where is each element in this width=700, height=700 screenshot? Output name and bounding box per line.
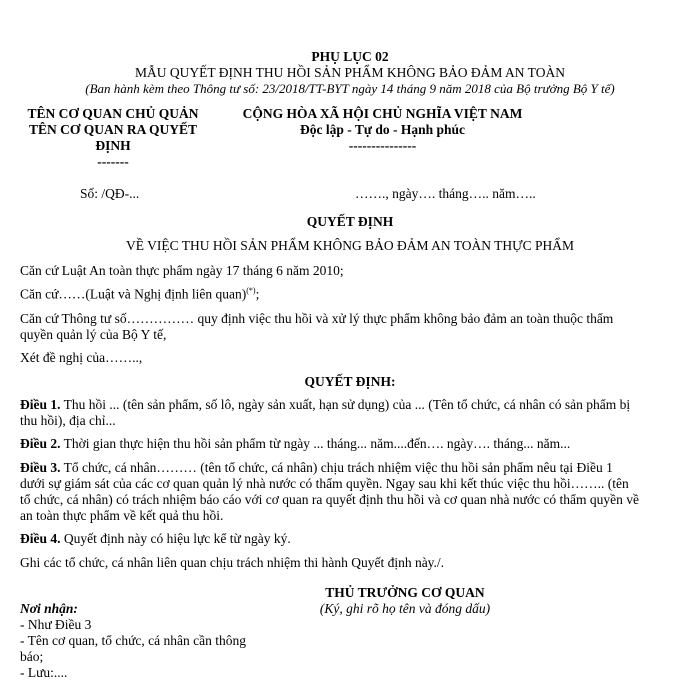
- article-3: Điều 3. Tổ chức, cá nhân……… (tên tổ chức, cá nhân) chịu trách nhiệm việc thu hồi sản phẩm nêu tại Điều 1: [20, 460, 613, 475]
- template-title: MẪU QUYẾT ĐỊNH THU HỒI SẢN PHẨM KHÔNG BẢO ĐẢM AN TOÀN: [135, 65, 565, 80]
- proposal-line: Xét đề nghị của……..,: [20, 350, 143, 365]
- article-3-line3: tổ chức, cá nhân) có trách nhiệm báo cáo với cơ quan ra quyết định thu hồi và cơ quan nhà nước có thẩm quyền về: [20, 492, 639, 507]
- decision-number: Số: /QĐ-...: [80, 186, 140, 201]
- basis-food-safety-law: Căn cứ Luật An toàn thực phẩm ngày 17 tháng 6 năm 2010;: [20, 263, 344, 278]
- decision-title: QUYẾT ĐỊNH: [306, 214, 394, 229]
- basis-related-law: Căn cứ……(Luật và Nghị định liên quan)(*);: [20, 286, 260, 302]
- article-3-line2: dưới sự giám sát của các cơ quan quản lý nhà nước có thẩm quyền. Ngay sau khi kết thúc việc thu hồi…….. (tên: [20, 476, 629, 491]
- left-separator: -------: [97, 154, 129, 169]
- issuing-agency-name-cont: ĐỊNH: [95, 138, 131, 153]
- article-2: Điều 2. Thời gian thực hiện thu hồi sản phẩm từ ngày ... tháng... năm....đến…. ngày…. tháng... năm...: [20, 436, 571, 451]
- closing-line: Ghi các tổ chức, cá nhân liên quan chịu trách nhiệm thi hành Quyết định này./.: [20, 555, 445, 570]
- appendix-label: PHỤ LỤC 02: [311, 49, 389, 64]
- signature-title: THỦ TRƯỞNG CƠ QUAN: [325, 585, 485, 600]
- article-1: Điều 1. Thu hồi ... (tên sản phẩm, số lô, ngày sản xuất, hạn sử dụng) của ... (Tên tổ chức, cá nhân có sản phẩm bị: [20, 397, 631, 412]
- basis-circular: Căn cứ Thông tư số…………… quy định việc thu hồi và xử lý thực phẩm không bảo đảm an toàn thuộc thẩm: [20, 311, 614, 326]
- decides-heading: QUYẾT ĐỊNH:: [304, 374, 396, 389]
- date-line: ……., ngày…. tháng….. năm…..: [355, 186, 536, 201]
- recipient-item-2-cont: báo;: [20, 649, 44, 664]
- basis-circular-cont: quyền quản lý của Bộ Y tế,: [20, 327, 167, 342]
- recipient-item-3: - Lưu:....: [20, 665, 68, 680]
- recipient-item-2: - Tên cơ quan, tổ chức, cá nhân cần thông: [20, 633, 246, 648]
- article-1-cont: thu hồi), địa chỉ...: [20, 413, 116, 428]
- national-motto: Độc lập - Tự do - Hạnh phúc: [299, 122, 466, 137]
- issued-with-note: (Ban hành kèm theo Thông tư số: 23/2018/TT-BYT ngày 14 tháng 9 năm 2018 của Bộ trưởng Bộ Y tế): [85, 81, 615, 96]
- right-separator: ---------------: [348, 138, 417, 153]
- governing-agency-name: TÊN CƠ QUAN CHỦ QUẢN: [27, 106, 199, 121]
- article-4: Điều 4. Quyết định này có hiệu lực kể từ ngày ký.: [20, 531, 291, 546]
- decision-subject: VỀ VIỆC THU HỒI SẢN PHẨM KHÔNG BẢO ĐẢM AN TOÀN THỰC PHẨM: [125, 238, 574, 253]
- recipient-item-1: - Như Điều 3: [20, 617, 92, 632]
- issuing-agency-name: TÊN CƠ QUAN RA QUYẾT: [28, 122, 198, 137]
- article-3-line4: an toàn thực phẩm về kết quả thu hồi.: [20, 508, 224, 523]
- recipients-heading: Nơi nhận:: [20, 601, 78, 616]
- country-name: CỘNG HÒA XÃ HỘI CHỦ NGHĨA VIỆT NAM: [242, 106, 523, 121]
- signature-note: (Ký, ghi rõ họ tên và đóng dấu): [319, 601, 491, 616]
